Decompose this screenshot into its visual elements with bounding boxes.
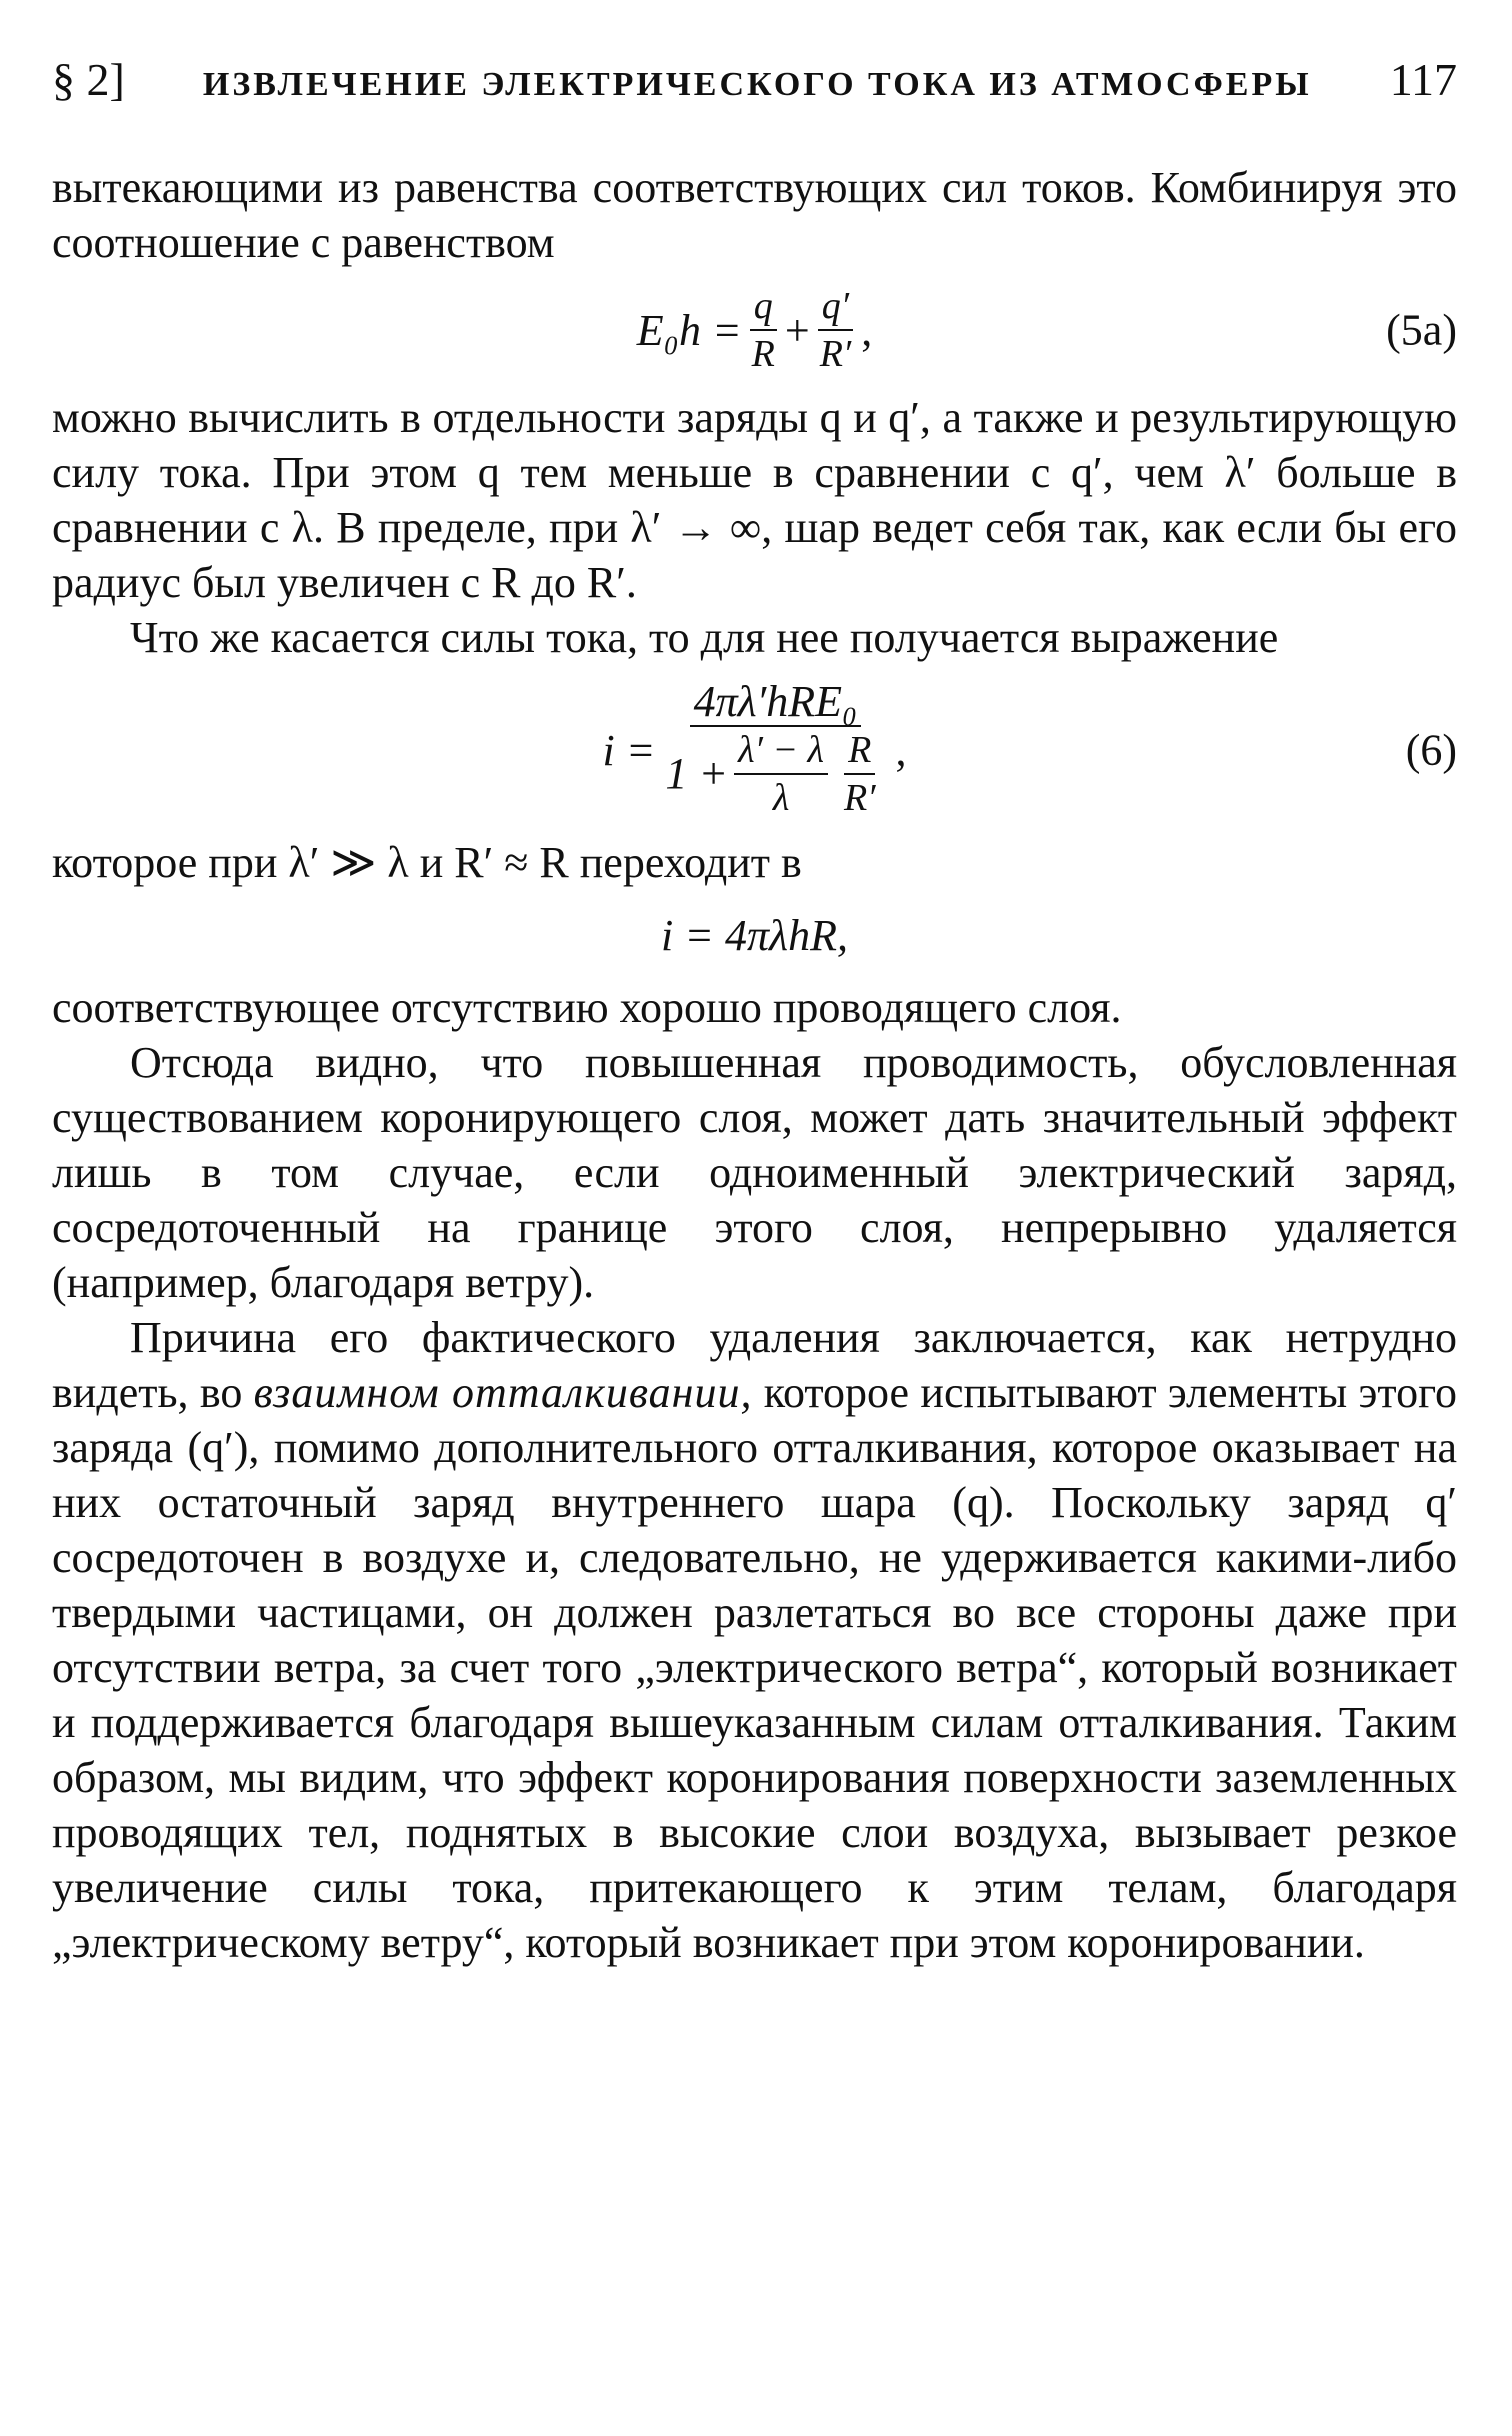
paragraph-3: Что же касается силы тока, то для нее получается выражение	[130, 613, 1279, 662]
eq5a-num1: q	[750, 283, 777, 331]
equation-7	[52, 890, 1457, 980]
equation-number-6: (6)	[1405, 725, 1457, 775]
eq6-lhs: i =	[602, 725, 656, 775]
eq5a-fraction-2	[816, 283, 856, 377]
eq5a-den2: R′	[819, 333, 852, 375]
eq6-numerator: 4πλ′hRE₀	[690, 679, 862, 727]
paragraph-5: соответствующее отсутствию хорошо проводящего слоя.	[52, 983, 1122, 1032]
eq6-r-den: R′	[843, 777, 876, 819]
eq5a-lhs: E₀h =	[636, 305, 742, 355]
eq6-inner-den: λ	[772, 777, 790, 819]
equation-number-5a: (5а)	[1386, 305, 1457, 355]
eq5a-plus: +	[784, 305, 810, 355]
eq6-den-one: 1 +	[665, 749, 729, 798]
running-header	[52, 52, 1457, 122]
eq6-inner-fraction	[734, 727, 828, 821]
page	[52, 52, 1457, 1970]
eq5a-den1: R	[751, 333, 775, 375]
eq6-inner-num: λ′ − λ	[734, 727, 828, 775]
equation-5a	[52, 270, 1457, 390]
paragraph-4: которое при λ′ ≫ λ и R′ ≈ R переходит в	[52, 838, 802, 887]
paragraph-2: можно вычислить в отдельности заряды q и q′, а также и результирующую силу тока. При этом q тем меньше в сравнении с q′, чем λ′ больше в сравнении с λ. В пределе, при λ′ → ∞, шар ведет себя так, как если бы его радиус был увеличен с R до R′.	[52, 393, 1458, 607]
eq6-comma: ,	[895, 725, 907, 775]
eq5a-num2: q′	[818, 283, 853, 331]
running-title: ИЗВЛЕЧЕНИЕ ЭЛЕКТРИЧЕСКОГО ТОКА ИЗ АТМОСФЕРЫ	[202, 66, 1312, 103]
paragraph-1: вытекающими из равенства соответствующих сил токов. Комбинируя это соотношение с равенством	[52, 163, 1457, 267]
equation-6	[52, 665, 1457, 835]
page-number: 117	[1389, 54, 1457, 105]
paragraph-7-part-2: которое испытывают элементы этого заряда (q′), помимо дополнительного отталкивания, которое оказывает на них остаточный заряд внутреннего шара (q). Поскольку заряд q′ сосредоточен в воздухе и, следовательно, не удерживается какими-либо твердыми частицами, он должен разлетаться во все стороны даже при отсутствии ветра, за счет того „электрического ветра“, который возникает и поддерживается благодаря вышеуказанным силам отталкивания. Таким образом, мы видим, что эффект коронирования поверхности заземленных проводящих тел, поднятых в высокие слои воздуха, вызывает резкое увеличение силы тока, притекающего к этим телам, благодаря „электрическому ветру“, который возникает при этом коронировании.	[52, 1368, 1458, 1967]
eq7-expression: i = 4πλhR,	[661, 910, 848, 960]
section-number: § 2]	[52, 54, 125, 105]
paragraph-6: Отсюда видно, что повышенная проводимость, обусловленная существованием коронирующего слоя, может дать значительный эффект лишь в том случае, если одноименный электрический заряд, сосредоточенный на границе этого слоя, непрерывно удаляется (например, благодаря ветру).	[52, 1038, 1457, 1307]
eq6-main-fraction	[661, 679, 889, 821]
eq6-denominator	[661, 727, 889, 821]
eq5a-comma: ,	[861, 305, 873, 355]
paragraph-7-emphasis: взаимном отталкивании,	[253, 1368, 753, 1417]
paragraph-7	[52, 1310, 1457, 1970]
eq6-r-num: R	[844, 727, 875, 775]
eq6-r-fraction	[840, 727, 880, 821]
paragraph-7-part-1: Причина его фактического удаления заключается, как нетрудно видеть, во	[52, 1313, 1457, 1417]
eq5a-fraction-1	[748, 283, 779, 377]
